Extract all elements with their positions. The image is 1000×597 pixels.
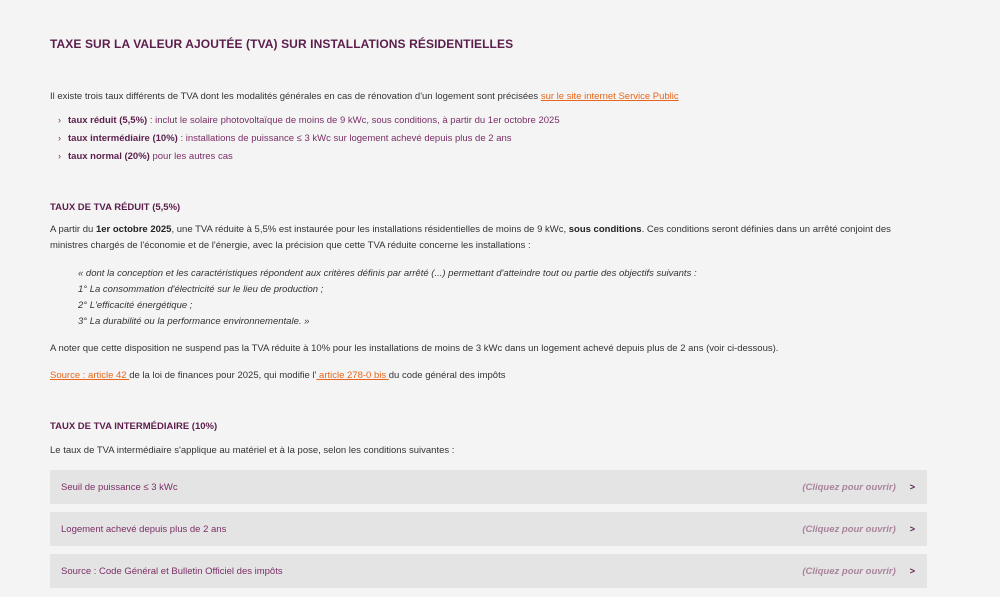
legal-quote: [78, 266, 697, 330]
source-text: de la loi de finances pour 2025, qui modifie l': [129, 370, 317, 381]
source-line: [50, 368, 920, 384]
service-public-link[interactable]: sur le site internet Service Public: [540, 91, 679, 102]
paragraph-bold: 1er octobre 2025: [95, 224, 172, 235]
chevron-right-icon: >: [909, 566, 915, 576]
paragraph-bold: sous conditions: [568, 224, 642, 235]
chevron-right-icon: ›: [58, 151, 61, 161]
source-label-link[interactable]: Source :: [50, 370, 89, 381]
quote-line: « dont la conception et les caractéristiques répondent aux critères définis par arrêté (...) permettant d'atteindre tout ou partie des objectifs suivants :: [78, 268, 697, 279]
page-title: TAXE SUR LA VALEUR AJOUTÉE (TVA) SUR INSTALLATIONS RÉSIDENTIELLES: [50, 37, 514, 51]
paragraph-text: A partir du: [50, 224, 96, 235]
reduced-rate-note: A noter que cette disposition ne suspend pas la TVA réduite à 10% pour les installations de moins de 3 kWc dans un logement achevé depuis plus de 2 ans (voir ci-dessous).: [50, 343, 779, 354]
intermediate-rate-heading: TAUX DE TVA INTERMÉDIAIRE (10%): [50, 421, 218, 432]
intro-paragraph: [50, 91, 679, 102]
rate-list: [58, 113, 560, 167]
paragraph-text: . Ces conditions seront définies dans un arrêté conjoint des ministres chargés de l'économie et de l'énergie, avec la précision que cette TVA réduite concerne les installations :: [50, 224, 891, 251]
accordion-hint: (Cliquez pour ouvrir): [802, 523, 896, 535]
list-item-text: pour les autres cas: [149, 151, 233, 162]
accordion-housing-age[interactable]: [50, 512, 927, 546]
quote-line: 1° La consommation d'électricité sur le lieu de production ;: [78, 284, 324, 295]
list-item: [58, 131, 560, 149]
chevron-right-icon: ›: [58, 133, 61, 143]
intermediate-rate-paragraph: Le taux de TVA intermédiaire s'applique au matériel et à la pose, selon les conditions suivantes :: [50, 445, 455, 456]
chevron-right-icon: >: [909, 524, 915, 534]
reduced-rate-heading: TAUX DE TVA RÉDUIT (5,5%): [50, 202, 181, 213]
intro-text: Il existe trois taux différents de TVA dont les modalités générales en cas de rénovation d'un logement sont précisées: [50, 91, 541, 102]
quote-line: 3° La durabilité ou la performance environnementale. »: [78, 316, 310, 327]
list-item-text: : inclut le solaire photovoltaïque de moins de 9 kWc, sous conditions, à partir du 1er octobre 2025: [147, 115, 560, 126]
accordion-hint: (Cliquez pour ouvrir): [802, 565, 896, 577]
list-item-bold: taux réduit (5,5%): [68, 115, 148, 126]
accordion-power-threshold[interactable]: [50, 470, 927, 504]
reduced-rate-paragraph: [50, 222, 920, 254]
list-item-text: : installations de puissance ≤ 3 kWc sur logement achevé depuis plus de 2 ans: [177, 133, 512, 144]
article-42-link[interactable]: article 42: [88, 370, 130, 381]
accordion-label: Seuil de puissance ≤ 3 kWc: [61, 481, 178, 493]
list-item-bold: taux intermédiaire (10%): [68, 133, 178, 144]
accordion-hint: (Cliquez pour ouvrir): [802, 481, 896, 493]
quote-line: 2° L'efficacité énergétique ;: [78, 300, 193, 311]
source-text: du code général des impôts: [388, 370, 506, 381]
list-item: [58, 113, 560, 131]
chevron-right-icon: >: [909, 482, 915, 492]
accordion-source[interactable]: [50, 554, 927, 588]
list-item: [58, 149, 560, 167]
list-item-bold: taux normal (20%): [68, 151, 150, 162]
article-278-link[interactable]: article 278-0 bis: [316, 370, 389, 381]
accordion-label: Logement achevé depuis plus de 2 ans: [61, 523, 227, 535]
chevron-right-icon: ›: [58, 115, 61, 125]
paragraph-text: , une TVA réduite à 5,5% est instaurée pour les installations résidentielles de moins de 9 kWc,: [171, 224, 569, 235]
accordion-label: Source : Code Général et Bulletin Officiel des impôts: [61, 565, 283, 577]
